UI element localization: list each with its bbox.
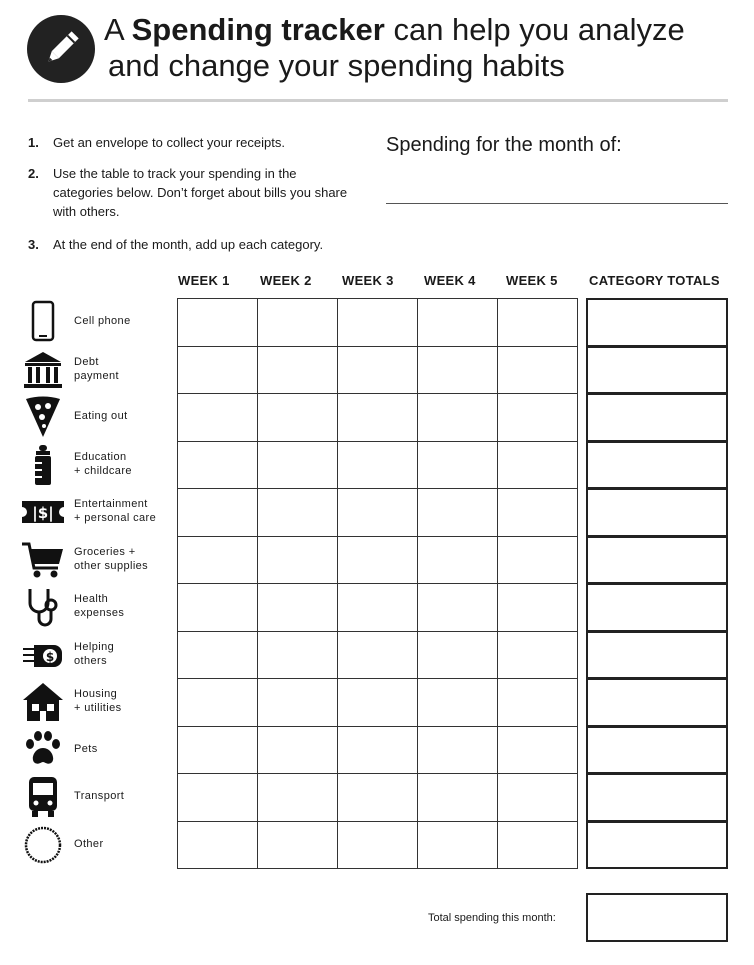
- baby-bottle-icon: [20, 441, 66, 488]
- week-4-cell[interactable]: [418, 821, 498, 869]
- week-2-cell[interactable]: [258, 726, 338, 774]
- week-4-cell[interactable]: [418, 536, 498, 584]
- category-label-line1: Other: [74, 837, 104, 850]
- column-header: WEEK 1: [178, 273, 230, 288]
- week-3-cell[interactable]: [338, 631, 418, 679]
- instruction-number: 2.: [28, 166, 39, 181]
- category-total-cell[interactable]: [586, 298, 728, 347]
- category-label: [74, 314, 131, 328]
- week-5-cell[interactable]: [498, 441, 578, 489]
- week-2-cell[interactable]: [258, 774, 338, 822]
- bus-icon: [20, 773, 66, 820]
- column-header: WEEK 4: [424, 273, 476, 288]
- week-2-cell[interactable]: [258, 346, 338, 394]
- title-suffix: can help you analyze: [384, 12, 685, 47]
- title-bold: Spending tracker: [131, 12, 385, 47]
- total-spending-label: Total spending this month:: [428, 912, 556, 924]
- shopping-cart-icon: [20, 536, 66, 583]
- instruction-number: 3.: [28, 237, 39, 252]
- week-4-cell[interactable]: [418, 299, 498, 347]
- category-label-line1: Helping: [74, 640, 115, 653]
- category-label-line2: + childcare: [74, 464, 132, 477]
- week-3-cell[interactable]: [338, 774, 418, 822]
- week-2-cell[interactable]: [258, 394, 338, 442]
- week-5-cell[interactable]: [498, 726, 578, 774]
- week-3-cell[interactable]: [338, 346, 418, 394]
- column-header: WEEK 2: [260, 273, 312, 288]
- pencil-logo-icon: [27, 15, 95, 83]
- instruction-text: At the end of the month, add up each category.: [53, 237, 324, 252]
- category-label: [74, 640, 114, 668]
- dotted-circle-icon: [20, 821, 66, 868]
- month-label: Spending for the month of:: [386, 134, 622, 156]
- week-5-cell[interactable]: [498, 679, 578, 727]
- week-1-cell[interactable]: [178, 394, 258, 442]
- column-header: WEEK 5: [506, 273, 558, 288]
- week-4-cell[interactable]: [418, 774, 498, 822]
- house-icon: [20, 678, 66, 725]
- category-label-line2: payment: [74, 369, 119, 382]
- category-label-line2: other supplies: [74, 559, 149, 572]
- table-row: [178, 774, 578, 822]
- week-4-cell[interactable]: [418, 584, 498, 632]
- week-5-cell[interactable]: [498, 584, 578, 632]
- category-label: [74, 592, 124, 620]
- table-row: [178, 394, 578, 442]
- week-1-cell[interactable]: [178, 631, 258, 679]
- week-5-cell[interactable]: [498, 346, 578, 394]
- week-2-cell[interactable]: [258, 536, 338, 584]
- category-label-line1: Entertainment: [74, 498, 148, 510]
- week-5-cell[interactable]: [498, 774, 578, 822]
- category-total-cell[interactable]: [586, 488, 728, 537]
- table-row: [178, 821, 578, 869]
- category-total-cell[interactable]: [586, 441, 728, 490]
- svg-text:$: $: [45, 649, 55, 664]
- category-label: [74, 450, 132, 478]
- category-label-line1: Eating out: [74, 410, 128, 422]
- table-row: [178, 631, 578, 679]
- paw-icon: [20, 726, 66, 773]
- instruction-number: 1.: [28, 135, 39, 150]
- category-label-line1: Education: [74, 450, 127, 463]
- table-row: [178, 726, 578, 774]
- helping-hand-icon: [20, 631, 66, 678]
- week-1-cell[interactable]: [178, 441, 258, 489]
- svg-text:|$|: |$|: [32, 504, 54, 522]
- week-3-cell[interactable]: [338, 441, 418, 489]
- page-title: [104, 12, 685, 84]
- cell-phone-icon: [20, 298, 66, 345]
- week-1-cell[interactable]: [178, 821, 258, 869]
- bank-icon: [20, 346, 66, 393]
- category-total-cell[interactable]: [586, 631, 728, 680]
- week-2-cell[interactable]: [258, 489, 338, 537]
- category-total-cell[interactable]: [586, 393, 728, 442]
- week-1-cell[interactable]: [178, 584, 258, 632]
- table-row: [178, 299, 578, 347]
- week-4-cell[interactable]: [418, 726, 498, 774]
- category-label: [74, 837, 104, 851]
- week-4-cell[interactable]: [418, 489, 498, 537]
- instruction-text: Get an envelope to collect your receipts.: [53, 135, 285, 150]
- category-total-cell[interactable]: [586, 821, 728, 870]
- pizza-icon: [20, 393, 66, 440]
- stethoscope-icon: [20, 583, 66, 630]
- week-2-cell[interactable]: [258, 441, 338, 489]
- column-header: WEEK 3: [342, 273, 394, 288]
- table-row: [178, 489, 578, 537]
- week-3-cell[interactable]: [338, 394, 418, 442]
- week-1-cell[interactable]: [178, 536, 258, 584]
- table-row: [178, 441, 578, 489]
- week-1-cell[interactable]: [178, 774, 258, 822]
- week-3-cell[interactable]: [338, 536, 418, 584]
- week-5-cell[interactable]: [498, 489, 578, 537]
- category-label-line2: + utilities: [74, 702, 122, 714]
- category-label-line1: Pets: [74, 742, 98, 755]
- category-label: [74, 687, 122, 715]
- week-3-cell[interactable]: [338, 489, 418, 537]
- category-total-cell[interactable]: [586, 678, 728, 727]
- table-row: [178, 346, 578, 394]
- ticket-icon: [20, 488, 66, 535]
- category-label-line2: + personal care: [74, 512, 157, 524]
- week-5-cell[interactable]: [498, 299, 578, 347]
- category-label-line2: others: [74, 654, 107, 667]
- category-label-line2: expenses: [74, 607, 125, 619]
- column-header: CATEGORY TOTALS: [589, 273, 720, 288]
- week-3-cell[interactable]: [338, 726, 418, 774]
- week-1-cell[interactable]: [178, 726, 258, 774]
- category-label-line1: Groceries +: [74, 545, 136, 558]
- week-4-cell[interactable]: [418, 346, 498, 394]
- category-total-cell[interactable]: [586, 583, 728, 632]
- week-4-cell[interactable]: [418, 679, 498, 727]
- category-label: [74, 545, 148, 573]
- week-5-cell[interactable]: [498, 394, 578, 442]
- table-row: [178, 536, 578, 584]
- instruction-text: Use the table to track your spending in the categories below. Don’t forget about bills you share with others.: [53, 166, 348, 219]
- week-1-cell[interactable]: [178, 489, 258, 537]
- week-2-cell[interactable]: [258, 299, 338, 347]
- category-label: [74, 742, 98, 756]
- spending-table: [177, 298, 578, 869]
- week-4-cell[interactable]: [418, 441, 498, 489]
- week-2-cell[interactable]: [258, 584, 338, 632]
- week-2-cell[interactable]: [258, 679, 338, 727]
- week-5-cell[interactable]: [498, 821, 578, 869]
- category-total-cell[interactable]: [586, 346, 728, 395]
- header-divider: [28, 99, 728, 102]
- week-1-cell[interactable]: [178, 346, 258, 394]
- week-1-cell[interactable]: [178, 299, 258, 347]
- week-4-cell[interactable]: [418, 394, 498, 442]
- category-label: [74, 497, 156, 525]
- month-field[interactable]: [386, 203, 728, 204]
- category-total-cell[interactable]: [586, 536, 728, 585]
- category-label: [74, 355, 119, 383]
- category-total-cell[interactable]: [586, 773, 728, 822]
- week-5-cell[interactable]: [498, 631, 578, 679]
- category-label: [74, 789, 124, 803]
- week-2-cell[interactable]: [258, 821, 338, 869]
- week-3-cell[interactable]: [338, 584, 418, 632]
- title-line2: and change your spending habits: [108, 48, 565, 83]
- week-1-cell[interactable]: [178, 679, 258, 727]
- week-2-cell[interactable]: [258, 631, 338, 679]
- week-3-cell[interactable]: [338, 299, 418, 347]
- category-label-line1: Health: [74, 593, 109, 605]
- week-4-cell[interactable]: [418, 631, 498, 679]
- category-label-line1: Debt: [74, 355, 99, 368]
- total-spending-field[interactable]: [586, 893, 728, 942]
- week-5-cell[interactable]: [498, 536, 578, 584]
- week-3-cell[interactable]: [338, 679, 418, 727]
- category-label: [74, 409, 128, 423]
- table-row: [178, 584, 578, 632]
- week-3-cell[interactable]: [338, 821, 418, 869]
- category-total-cell[interactable]: [586, 726, 728, 775]
- title-prefix: A: [104, 12, 132, 47]
- category-label-line1: Cell phone: [74, 315, 131, 327]
- table-row: [178, 679, 578, 727]
- category-label-line1: Housing: [74, 688, 118, 700]
- category-label-line1: Transport: [74, 790, 125, 802]
